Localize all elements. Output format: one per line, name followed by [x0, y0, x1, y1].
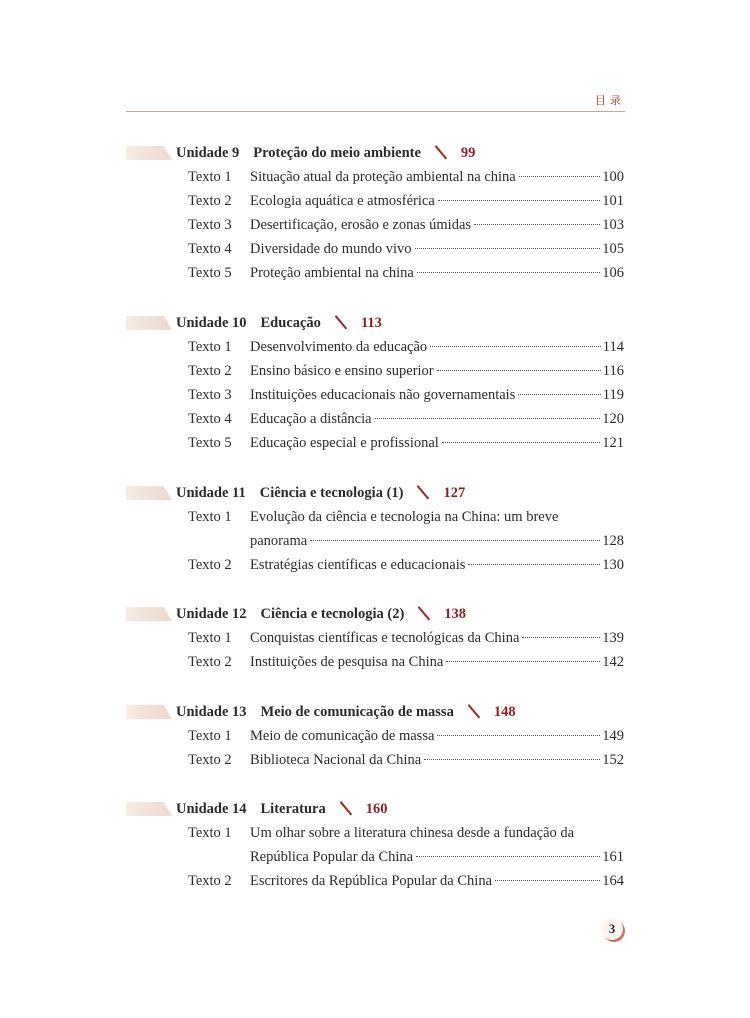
- text-page: 121: [602, 435, 624, 451]
- toc-entry[interactable]: [188, 239, 624, 259]
- text-title: Situação atual da proteção ambiental na china: [250, 169, 516, 185]
- text-title: Biblioteca Nacional da China: [250, 752, 422, 768]
- text-title: Desenvolvimento da educação: [250, 339, 428, 355]
- text-page: 101: [602, 193, 624, 209]
- text-title: Escritores da República Popular da China: [250, 873, 493, 889]
- unit-decoration: [126, 607, 172, 621]
- dot-leader: [518, 394, 600, 395]
- unit-label: Unidade 12: [176, 606, 247, 622]
- toc-entry[interactable]: [188, 385, 624, 405]
- toc-entry[interactable]: [188, 750, 624, 770]
- dot-leader: [468, 564, 600, 565]
- unit-label: Unidade 14: [176, 801, 247, 817]
- text-title: Instituições de pesquisa na China: [250, 654, 444, 670]
- text-page: 119: [602, 387, 624, 403]
- text-title: Meio de comunicação de massa: [250, 728, 435, 744]
- unit-heading[interactable]: [176, 483, 465, 503]
- text-page: 130: [602, 557, 624, 573]
- slash-divider: [435, 145, 447, 159]
- text-page: 161: [602, 849, 624, 865]
- dot-leader: [495, 880, 600, 881]
- unit-decoration: [126, 705, 172, 719]
- unit-heading[interactable]: [176, 313, 382, 333]
- unit-decoration: [126, 146, 172, 160]
- unit-heading[interactable]: [176, 604, 466, 624]
- dot-leader: [446, 661, 600, 662]
- unit-name: Proteção do meio ambiente: [253, 145, 421, 161]
- slash-divider: [468, 704, 480, 718]
- text-label: Texto 5: [188, 435, 232, 451]
- unit-decoration: [126, 486, 172, 500]
- text-title: República Popular da China: [250, 849, 414, 865]
- dot-leader: [437, 735, 600, 736]
- toc-entry[interactable]: [188, 167, 624, 187]
- dot-leader: [437, 370, 601, 371]
- toc-entry[interactable]: [188, 215, 624, 235]
- text-label: Texto 2: [188, 752, 232, 768]
- text-page: 103: [602, 217, 624, 233]
- text-title: Conquistas científicas e tecnológicas da China: [250, 630, 520, 646]
- slash-divider: [340, 801, 352, 815]
- toc-entry[interactable]: [188, 726, 624, 746]
- text-label: Texto 2: [188, 873, 232, 889]
- text-page: 128: [602, 533, 624, 549]
- text-title: Desertificação, erosão e zonas úmidas: [250, 217, 472, 233]
- text-title-line1: Um olhar sobre a literatura chinesa desde a fundação da: [250, 825, 575, 841]
- text-label: Texto 1: [188, 825, 232, 841]
- unit-page: 127: [443, 485, 466, 501]
- text-label: Texto 1: [188, 169, 232, 185]
- toc-entry[interactable]: [188, 433, 624, 453]
- dot-leader: [424, 759, 600, 760]
- text-page: 164: [602, 873, 624, 889]
- unit-name: Meio de comunicação de massa: [260, 704, 454, 720]
- unit-heading[interactable]: [176, 702, 516, 722]
- unit-label: Unidade 13: [176, 704, 247, 720]
- text-page: 105: [602, 241, 624, 257]
- unit-label: Unidade 11: [176, 485, 246, 501]
- text-title: Estratégias científicas e educacionais: [250, 557, 466, 573]
- header-rule: [126, 111, 625, 112]
- text-label: Texto 3: [188, 387, 232, 403]
- unit-name: Educação: [260, 315, 321, 331]
- text-label: Texto 1: [188, 339, 232, 355]
- unit-page: 113: [360, 315, 382, 331]
- text-title: Educação especial e profissional: [250, 435, 439, 451]
- toc-entry-continuation[interactable]: [188, 531, 624, 551]
- toc-entry[interactable]: [188, 628, 624, 648]
- dot-leader: [417, 272, 600, 273]
- text-page: 149: [602, 728, 624, 744]
- toc-entry[interactable]: [188, 871, 624, 891]
- dot-leader: [442, 442, 600, 443]
- toc-entry[interactable]: [188, 555, 624, 575]
- text-label: Texto 2: [188, 654, 232, 670]
- dot-leader: [519, 176, 601, 177]
- dot-leader: [310, 540, 600, 541]
- text-title: Diversidade do mundo vivo: [250, 241, 412, 257]
- text-page: 114: [602, 339, 624, 355]
- text-title: Educação a distância: [250, 411, 372, 427]
- unit-decoration: [126, 802, 172, 816]
- toc-entry[interactable]: [188, 507, 624, 527]
- text-page: 120: [602, 411, 624, 427]
- unit-label: Unidade 9: [176, 145, 240, 161]
- text-page: 116: [602, 363, 624, 379]
- text-label: Texto 2: [188, 557, 232, 573]
- text-page: 142: [602, 654, 624, 670]
- text-title: Ecologia aquática e atmosférica: [250, 193, 435, 209]
- unit-label: Unidade 10: [176, 315, 247, 331]
- dot-leader: [430, 346, 601, 347]
- text-page: 106: [602, 265, 624, 281]
- text-page: 100: [602, 169, 624, 185]
- text-label: Texto 1: [188, 630, 232, 646]
- slash-divider: [335, 315, 347, 329]
- text-title: Proteção ambiental na china: [250, 265, 414, 281]
- toc-entry[interactable]: [188, 337, 624, 357]
- unit-heading[interactable]: [176, 799, 388, 819]
- toc-entry[interactable]: [188, 823, 624, 843]
- toc-entry[interactable]: [188, 361, 624, 381]
- toc-entry[interactable]: [188, 409, 624, 429]
- text-title: Instituições educacionais não governamentais: [250, 387, 516, 403]
- dot-leader: [474, 224, 600, 225]
- text-label: Texto 1: [188, 509, 232, 525]
- dot-leader: [416, 856, 600, 857]
- unit-decoration: [126, 316, 172, 330]
- text-title: Ensino básico e ensino superior: [250, 363, 434, 379]
- slash-divider: [418, 606, 430, 620]
- text-label: Texto 4: [188, 241, 232, 257]
- text-title: panorama: [250, 533, 308, 549]
- unit-page: 138: [444, 606, 467, 622]
- unit-page: 160: [365, 801, 388, 817]
- text-page: 152: [602, 752, 624, 768]
- toc-entry[interactable]: [188, 652, 624, 672]
- dot-leader: [438, 200, 600, 201]
- text-label: Texto 2: [188, 363, 232, 379]
- slash-divider: [417, 485, 429, 499]
- dot-leader: [375, 418, 601, 419]
- text-label: Texto 1: [188, 728, 232, 744]
- text-title-line1: Evolução da ciência e tecnologia na China: um breve: [250, 509, 559, 525]
- dot-leader: [522, 637, 600, 638]
- toc-entry[interactable]: [188, 191, 624, 211]
- text-label: Texto 2: [188, 193, 232, 209]
- unit-heading[interactable]: [176, 143, 475, 163]
- toc-entry-continuation[interactable]: [188, 847, 624, 867]
- toc-entry[interactable]: [188, 263, 624, 283]
- unit-page: 99: [460, 145, 476, 161]
- unit-name: Ciência e tecnologia (2): [260, 606, 405, 622]
- text-page: 139: [602, 630, 624, 646]
- text-label: Texto 3: [188, 217, 232, 233]
- toc-header-label: 目录: [595, 94, 625, 107]
- unit-name: Ciência e tecnologia (1): [259, 485, 404, 501]
- unit-page: 148: [493, 704, 516, 720]
- text-label: Texto 5: [188, 265, 232, 281]
- unit-name: Literatura: [260, 801, 326, 817]
- text-label: Texto 4: [188, 411, 232, 427]
- page-number: 3: [601, 918, 623, 940]
- dot-leader: [415, 248, 601, 249]
